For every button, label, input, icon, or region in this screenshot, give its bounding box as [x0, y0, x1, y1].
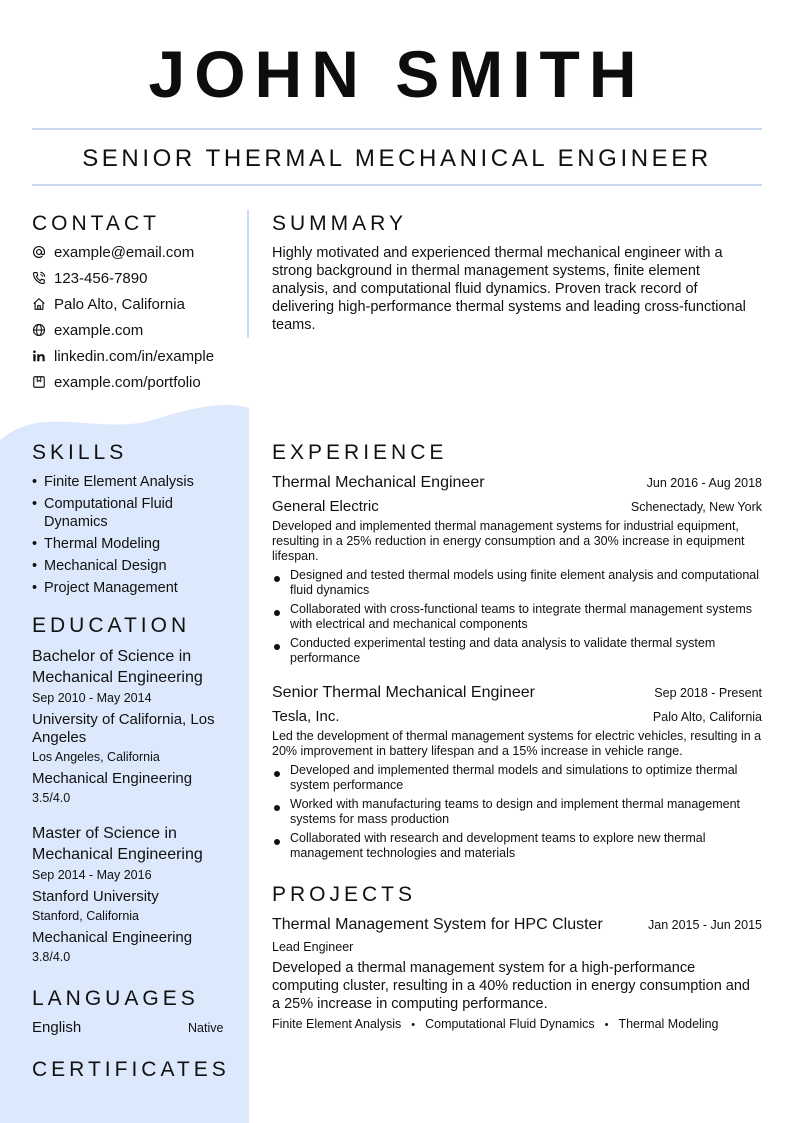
- contact-location-text: Palo Alto, California: [54, 295, 185, 313]
- skill-item: • Computational Fluid Dynamics: [32, 495, 232, 531]
- name-heading: JOHN SMITH: [148, 37, 646, 111]
- portfolio-icon: [32, 375, 46, 389]
- job-description: Led the development of thermal management systems for electric vehicles, resulting in a 20% improvement in battery lifespan and a 15% increase in vehicle range.: [272, 729, 762, 758]
- contact-heading: CONTACT: [32, 212, 160, 235]
- education-dates: Sep 2014 - May 2016: [32, 868, 152, 882]
- job-description: Developed and implemented thermal management systems for industrial equipment, resulting in a 25% reduction in energy consumption and a 30% increase in equipment lifespan.: [272, 519, 745, 563]
- job-dates: Sep 2018 - Present: [654, 686, 762, 700]
- contact-linkedin[interactable]: [32, 345, 214, 367]
- skill-item: • Thermal Modeling: [32, 535, 232, 553]
- project-tag: Finite Element Analysis: [272, 1017, 402, 1031]
- job-location: Palo Alto, California: [652, 710, 762, 724]
- project-title: Thermal Management System for HPC Cluster: [272, 916, 603, 933]
- contact-location: [32, 293, 185, 315]
- job-location: Schenectady, New York: [630, 500, 762, 514]
- education-field: Mechanical Engineering: [32, 929, 193, 946]
- contact-portfolio-text: example.com/portfolio: [54, 373, 201, 391]
- education-dates: Sep 2010 - May 2014: [32, 691, 152, 705]
- languages-heading: LANGUAGES: [32, 987, 199, 1010]
- linkedin-icon: [32, 349, 46, 363]
- column-divider: [247, 210, 249, 338]
- job-bullet: Collaborated with cross-functional teams to integrate thermal management systems with electrical and mechanical components: [290, 602, 760, 632]
- job-bullet: Conducted experimental testing and data analysis to validate thermal system performance: [290, 636, 760, 666]
- job-title-heading: SENIOR THERMAL MECHANICAL ENGINEER: [82, 145, 712, 172]
- at-icon: [32, 245, 46, 259]
- skill-item: • Project Management: [32, 579, 232, 597]
- phone-icon: [32, 271, 46, 285]
- project-tags: [272, 1016, 719, 1033]
- job-title: Senior Thermal Mechanical Engineer: [272, 684, 535, 701]
- education-location: Stanford, California: [32, 909, 140, 923]
- project-dates: Jan 2015 - Jun 2015: [648, 918, 762, 932]
- project-description: Developed a thermal management system for a high-performance computing cluster, resulting in a 40% reduction in energy consumption and a 25% increase in computing performance.: [272, 960, 750, 1012]
- contact-email-text: example@email.com: [54, 243, 195, 261]
- education-school: University of California, Los Angeles: [32, 711, 215, 746]
- project-tag: Computational Fluid Dynamics: [425, 1017, 595, 1031]
- summary-heading: SUMMARY: [272, 212, 407, 235]
- job-company: General Electric: [272, 498, 379, 515]
- job-company: Tesla, Inc.: [272, 708, 340, 725]
- experience-heading: EXPERIENCE: [272, 441, 448, 464]
- skill-item: • Finite Element Analysis: [32, 473, 232, 491]
- tag-separator: •: [411, 1019, 416, 1031]
- contact-website-text: example.com: [54, 321, 144, 339]
- contact-portfolio[interactable]: [32, 371, 201, 393]
- tag-separator: •: [604, 1019, 609, 1031]
- certificates-heading: CERTIFICATES: [32, 1058, 230, 1081]
- education-gpa: 3.5/4.0: [32, 791, 71, 805]
- skills-heading: SKILLS: [32, 441, 128, 464]
- job-bullet: Designed and tested thermal models using finite element analysis and computational fluid dynamics: [290, 568, 760, 597]
- contact-linkedin-text: linkedin.com/in/example: [54, 347, 215, 365]
- education-degree: Bachelor of Science in Mechanical Engineering: [32, 648, 203, 686]
- home-icon: [32, 297, 46, 311]
- skill-item: • Mechanical Design: [32, 557, 232, 575]
- project-tag: Thermal Modeling: [618, 1017, 719, 1031]
- job-bullet: Developed and implemented thermal models and simulations to optimize thermal system performance: [290, 763, 760, 793]
- job-dates: Jun 2016 - Aug 2018: [646, 476, 762, 490]
- education-gpa: 3.8/4.0: [32, 950, 71, 964]
- contact-email[interactable]: [32, 241, 194, 263]
- language-name: English: [32, 1019, 82, 1036]
- contact-phone-text: 123-456-7890: [54, 269, 148, 287]
- education-degree: Master of Science in Mechanical Engineering: [32, 825, 203, 863]
- job-bullet: Worked with manufacturing teams to design and implement thermal management systems for mass production: [290, 797, 760, 827]
- summary-text: Highly motivated and experienced thermal mechanical engineer with a strong background in thermal management systems, finite element analysis, and computational fluid dynamics. Proven track record of delivering high-performance thermal systems and leading cross-functional teams.: [272, 245, 746, 333]
- contact-website[interactable]: [32, 319, 143, 341]
- projects-heading: PROJECTS: [272, 883, 417, 906]
- language-level: Native: [188, 1021, 224, 1035]
- education-location: Los Angeles, California: [32, 750, 160, 764]
- education-field: Mechanical Engineering: [32, 770, 193, 787]
- globe-icon: [32, 323, 46, 337]
- header-divider-top: [32, 128, 762, 130]
- education-heading: EDUCATION: [32, 614, 191, 637]
- education-school: Stanford University: [32, 888, 159, 905]
- project-role: Lead Engineer: [272, 940, 354, 954]
- job-bullet: Collaborated with research and development teams to explore new thermal management technologies and materials: [290, 831, 760, 861]
- job-title: Thermal Mechanical Engineer: [272, 474, 485, 491]
- header-divider-bottom: [32, 184, 762, 186]
- contact-phone[interactable]: [32, 267, 147, 289]
